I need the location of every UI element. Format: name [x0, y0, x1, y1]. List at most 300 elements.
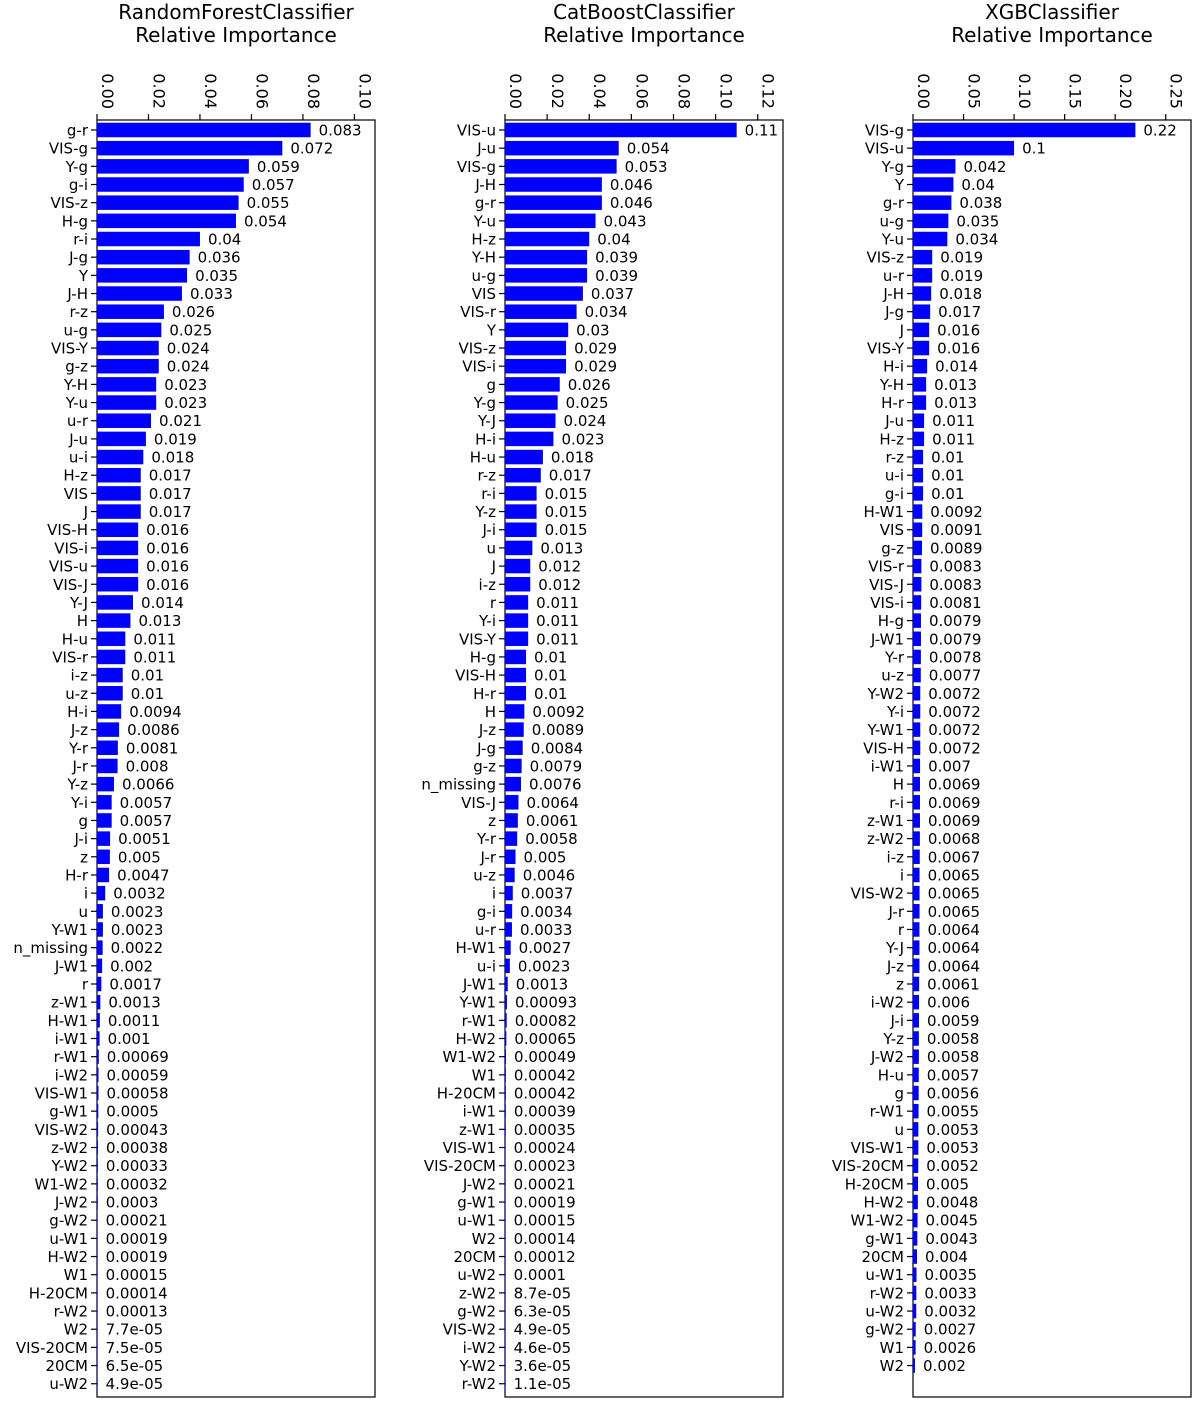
- xgb-bar: [913, 668, 921, 683]
- xgb-value-label: 0.04: [961, 176, 995, 195]
- xgb-value-label: 0.016: [937, 339, 981, 358]
- randomforest-value-label: 0.036: [197, 248, 241, 267]
- catboost-value-label: 0.03: [576, 321, 610, 340]
- randomforest-category-label: H-20CM: [28, 1284, 88, 1303]
- catboost-value-label: 0.024: [563, 412, 607, 431]
- randomforest-value-label: 0.072: [290, 139, 334, 158]
- catboost-value-label: 0.012: [538, 575, 582, 594]
- xgb-category-label: r: [897, 920, 904, 939]
- catboost-bar: [505, 977, 508, 992]
- xgb-category-label: H-r: [881, 394, 904, 413]
- catboost-bar: [505, 940, 511, 955]
- randomforest-category-label: z-W2: [50, 1139, 88, 1158]
- xgb-value-label: 0.007: [928, 757, 972, 776]
- randomforest-bar: [97, 886, 105, 901]
- xgb-category-label: VIS-H: [863, 739, 904, 758]
- randomforest-value-label: 0.0011: [107, 1011, 161, 1030]
- randomforest-bar: [97, 850, 110, 865]
- xgb-bar: [913, 559, 921, 574]
- randomforest-bar: [97, 595, 133, 610]
- randomforest-value-label: 0.00069: [106, 1048, 169, 1067]
- catboost-category-label: J-g: [477, 739, 496, 758]
- xgb-category-label: H-W2: [863, 1193, 904, 1212]
- catboost-category-label: n_missing: [421, 775, 496, 794]
- xgb-bar: [913, 195, 951, 210]
- randomforest-bar: [97, 795, 112, 810]
- xgb-value-label: 0.019: [940, 266, 984, 285]
- xgb-bar: [913, 268, 932, 283]
- catboost-category-label: Y-W2: [459, 1357, 496, 1376]
- randomforest-bar: [97, 1249, 98, 1264]
- xgb-value-label: 0.019: [940, 248, 984, 267]
- xgb-category-label: Y-J: [885, 939, 904, 958]
- randomforest-panel: [13, 0, 375, 1397]
- randomforest-bar: [97, 323, 161, 338]
- xgb-category-label: r-i: [889, 793, 904, 812]
- xgb-value-label: 0.016: [937, 321, 981, 340]
- catboost-value-label: 0.029: [574, 357, 618, 376]
- xgb-bar: [913, 522, 922, 537]
- xgb-category-label: J: [899, 321, 904, 340]
- xgb-value-label: 0.013: [934, 394, 978, 413]
- catboost-value-label: 0.0001: [513, 1266, 567, 1285]
- randomforest-value-label: 0.016: [146, 521, 190, 540]
- catboost-category-label: g-W1: [457, 1193, 496, 1212]
- randomforest-bar: [97, 123, 311, 138]
- catboost-value-label: 0.0084: [530, 739, 584, 758]
- randomforest-value-label: 0.04: [207, 230, 242, 249]
- catboost-bar: [505, 522, 537, 537]
- randomforest-value-label: 0.033: [189, 285, 233, 304]
- catboost-panel: [421, 0, 783, 1397]
- catboost-bar: [505, 922, 512, 937]
- randomforest-bar: [97, 377, 156, 392]
- catboost-category-label: W1: [471, 1066, 496, 1085]
- catboost-value-label: 0.011: [536, 593, 580, 612]
- xgb-value-label: 0.0065: [927, 902, 981, 921]
- xgb-value-label: 0.0065: [927, 884, 981, 903]
- catboost-bar: [505, 141, 619, 156]
- catboost-category-label: r: [489, 593, 496, 612]
- catboost-value-label: 0.026: [567, 375, 611, 394]
- catboost-bar: [505, 541, 532, 556]
- randomforest-value-label: 0.0057: [119, 793, 173, 812]
- xgb-value-label: 0.0064: [927, 920, 980, 939]
- xgb-category-label: VIS: [879, 521, 904, 540]
- randomforest-bar: [97, 1158, 98, 1173]
- xgb-category-label: Y-z: [883, 1030, 904, 1048]
- catboost-bar: [505, 1231, 506, 1246]
- catboost-category-label: VIS-z: [458, 339, 496, 358]
- randomforest-category-label: i-W2: [54, 1066, 88, 1085]
- xgb-x-tick-label: 0.05: [964, 73, 984, 109]
- catboost-x-tick-label: 0.06: [632, 73, 652, 109]
- randomforest-category-label: H-r: [65, 866, 88, 885]
- randomforest-bar: [97, 1322, 98, 1337]
- randomforest-category-label: r: [81, 975, 88, 994]
- xgb-category-label: VIS-W2: [850, 884, 904, 903]
- xgb-bar: [913, 1304, 916, 1319]
- randomforest-value-label: 0.017: [148, 484, 192, 503]
- xgb-bar: [913, 577, 921, 592]
- randomforest-value-label: 0.024: [166, 339, 210, 358]
- xgb-category-label: g-W2: [865, 1320, 904, 1339]
- randomforest-bar: [97, 468, 141, 483]
- randomforest-value-label: 0.035: [195, 266, 239, 285]
- randomforest-value-label: 0.0081: [125, 739, 179, 758]
- randomforest-value-label: 0.024: [166, 357, 210, 376]
- catboost-bar: [505, 1049, 506, 1064]
- randomforest-value-label: 0.026: [171, 303, 215, 322]
- randomforest-category-label: VIS-z: [50, 194, 88, 213]
- randomforest-category-label: u-g: [63, 321, 88, 340]
- xgb-value-label: 0.0064: [927, 957, 980, 976]
- catboost-x-tick-label: 0.12: [758, 73, 778, 109]
- xgb-value-label: 0.0035: [924, 1266, 978, 1285]
- catboost-bar: [505, 1068, 506, 1083]
- catboost-value-label: 0.011: [536, 630, 580, 649]
- randomforest-bar: [97, 959, 102, 974]
- xgb-value-label: 0.0065: [927, 866, 981, 885]
- randomforest-value-label: 4.9e-05: [105, 1375, 164, 1394]
- xgb-value-label: 0.011: [932, 430, 976, 449]
- randomforest-category-label: H-u: [61, 630, 88, 649]
- catboost-category-label: z-W2: [458, 1284, 496, 1303]
- catboost-bar: [505, 377, 560, 392]
- xgb-value-label: 0.0079: [928, 630, 982, 649]
- xgb-x-tick-label: 0.10: [1015, 73, 1035, 110]
- catboost-category-label: u-g: [471, 266, 496, 285]
- catboost-category-label: J-W2: [462, 1175, 496, 1194]
- catboost-bar: [505, 1267, 506, 1282]
- xgb-value-label: 0.034: [955, 230, 999, 249]
- xgb-bar: [913, 377, 926, 392]
- catboost-category-label: H-20CM: [436, 1084, 496, 1103]
- catboost-value-label: 0.046: [609, 176, 653, 195]
- randomforest-category-label: J-W1: [54, 957, 88, 976]
- randomforest-bar: [97, 759, 118, 774]
- randomforest-value-label: 0.0057: [119, 811, 173, 830]
- catboost-value-label: 0.043: [603, 212, 647, 231]
- catboost-bar: [505, 1249, 506, 1264]
- randomforest-bar: [97, 868, 109, 883]
- catboost-category-label: J-W1: [462, 975, 496, 994]
- xgb-bar: [913, 850, 920, 865]
- catboost-category-label: Y-H: [471, 248, 496, 267]
- randomforest-bar: [97, 777, 114, 792]
- catboost-value-label: 0.012: [538, 557, 582, 576]
- catboost-category-label: VIS-20CM: [423, 1157, 496, 1176]
- catboost-category-label: r-W1: [461, 1011, 496, 1030]
- catboost-bar: [505, 668, 526, 683]
- catboost-bar: [505, 613, 528, 628]
- xgb-value-label: 0.0027: [923, 1320, 977, 1339]
- catboost-bar: [505, 650, 526, 665]
- randomforest-value-label: 0.0051: [118, 830, 171, 849]
- catboost-value-label: 3.6e-05: [513, 1357, 572, 1376]
- randomforest-category-label: r-i: [73, 230, 88, 249]
- xgb-category-label: J-W2: [870, 1048, 904, 1067]
- catboost-bar: [505, 195, 602, 210]
- catboost-category-label: r-W2: [461, 1375, 496, 1394]
- randomforest-category-label: i-W1: [54, 1030, 88, 1048]
- catboost-bar: [505, 359, 566, 374]
- catboost-bar: [505, 232, 589, 247]
- xgb-value-label: 0.0083: [929, 557, 982, 576]
- xgb-bar: [913, 1249, 917, 1264]
- xgb-category-label: J-z: [886, 957, 904, 976]
- catboost-value-label: 0.00012: [513, 1248, 576, 1267]
- randomforest-bar: [97, 232, 200, 247]
- randomforest-category-label: J-z: [70, 721, 88, 740]
- catboost-bar: [505, 904, 512, 919]
- randomforest-bar: [97, 486, 141, 501]
- randomforest-bar: [97, 214, 236, 229]
- xgb-bar: [913, 1340, 916, 1355]
- catboost-category-label: r-i: [481, 484, 496, 503]
- xgb-bar: [913, 1286, 916, 1301]
- xgb-value-label: 0.0072: [928, 702, 981, 721]
- randomforest-bar: [97, 1122, 98, 1137]
- randomforest-category-label: r-z: [69, 303, 88, 322]
- xgb-category-label: Y-g: [881, 157, 904, 176]
- randomforest-value-label: 0.001: [107, 1030, 151, 1048]
- xgb-bar: [913, 468, 923, 483]
- catboost-value-label: 0.005: [523, 848, 567, 867]
- catboost-bar: [505, 868, 515, 883]
- randomforest-category-label: VIS-g: [48, 139, 88, 158]
- catboost-category-label: W1-W2: [442, 1048, 496, 1067]
- xgb-value-label: 0.014: [935, 357, 979, 376]
- xgb-bar: [913, 504, 922, 519]
- randomforest-value-label: 0.01: [130, 684, 165, 703]
- xgb-x-tick-label: 0.25: [1166, 73, 1186, 109]
- catboost-category-label: H: [484, 702, 496, 721]
- catboost-bar: [505, 777, 521, 792]
- catboost-bar: [505, 286, 583, 301]
- catboost-category-label: r-z: [477, 466, 496, 485]
- randomforest-title: RandomForestClassifier Relative Importance: [118, 0, 354, 47]
- xgb-value-label: 0.22: [1143, 121, 1177, 140]
- catboost-value-label: 0.0061: [525, 811, 579, 830]
- catboost-value-label: 0.00021: [513, 1175, 576, 1194]
- catboost-category-label: Y-W1: [459, 993, 496, 1012]
- randomforest-category-label: VIS-20CM: [15, 1338, 88, 1357]
- catboost-category-label: VIS-g: [456, 157, 496, 176]
- xgb-value-label: 0.0078: [928, 648, 982, 667]
- xgb-category-label: J-i: [890, 1011, 904, 1030]
- catboost-bar: [505, 995, 507, 1010]
- xgb-value-label: 0.0058: [926, 1048, 980, 1067]
- catboost-value-label: 0.039: [595, 266, 639, 285]
- randomforest-category-label: VIS-u: [48, 557, 88, 576]
- xgb-bar: [913, 1049, 919, 1064]
- catboost-bar: [505, 1177, 506, 1192]
- randomforest-value-label: 0.021: [159, 412, 203, 431]
- randomforest-category-label: J-r: [72, 757, 88, 776]
- xgb-bar: [913, 1122, 918, 1137]
- catboost-bar: [505, 1322, 506, 1337]
- catboost-value-label: 0.00049: [514, 1048, 577, 1067]
- randomforest-bar: [97, 1358, 98, 1373]
- xgb-bar: [913, 741, 920, 756]
- randomforest-value-label: 0.011: [133, 648, 177, 667]
- catboost-value-label: 0.0092: [532, 702, 585, 721]
- xgb-x-tick-label: 0.15: [1065, 73, 1085, 109]
- randomforest-value-label: 0.0094: [129, 702, 182, 721]
- xgb-category-label: J-W1: [870, 630, 904, 649]
- catboost-value-label: 0.018: [550, 448, 594, 467]
- xgb-x-tick-label: 0.20: [1116, 73, 1136, 109]
- catboost-bar: [505, 1086, 506, 1101]
- xgb-category-label: i-W2: [870, 993, 904, 1012]
- catboost-value-label: 4.9e-05: [513, 1320, 572, 1339]
- randomforest-value-label: 0.0013: [108, 993, 161, 1012]
- catboost-value-label: 0.015: [544, 484, 588, 503]
- randomforest-category-label: H-z: [63, 466, 88, 485]
- xgb-bar: [913, 232, 947, 247]
- catboost-bar: [505, 959, 510, 974]
- xgb-category-label: W1-W2: [850, 1211, 904, 1230]
- catboost-category-label: u: [486, 539, 496, 558]
- xgb-value-label: 0.0032: [924, 1302, 977, 1321]
- xgb-category-label: H: [892, 775, 904, 794]
- xgb-category-label: VIS-u: [864, 139, 904, 158]
- randomforest-bar: [97, 813, 112, 828]
- catboost-value-label: 0.039: [595, 248, 639, 267]
- xgb-category-label: 20CM: [861, 1248, 904, 1267]
- catboost-category-label: u-W2: [457, 1266, 496, 1285]
- randomforest-category-label: J: [83, 503, 88, 522]
- randomforest-bar: [97, 686, 123, 701]
- xgb-value-label: 0.0069: [927, 775, 981, 794]
- xgb-category-label: u: [894, 1120, 904, 1139]
- catboost-category-label: H-W2: [455, 1030, 496, 1048]
- catboost-category-label: g: [486, 375, 496, 394]
- randomforest-category-label: H-i: [67, 702, 88, 721]
- catboost-value-label: 0.0027: [518, 939, 572, 958]
- xgb-bar: [913, 722, 920, 737]
- xgb-bar: [913, 1086, 919, 1101]
- xgb-category-label: VIS-W1: [850, 1139, 904, 1158]
- catboost-bar: [505, 177, 602, 192]
- randomforest-category-label: VIS-W2: [34, 1120, 88, 1139]
- xgb-category-label: u-W2: [865, 1302, 904, 1321]
- catboost-category-label: u-W1: [457, 1211, 496, 1230]
- xgb-value-label: 0.0048: [925, 1193, 979, 1212]
- catboost-bar: [505, 813, 518, 828]
- catboost-category-label: VIS-W1: [442, 1139, 496, 1158]
- xgb-category-label: Y-i: [887, 702, 904, 721]
- randomforest-bar: [97, 1340, 98, 1355]
- randomforest-bar: [97, 432, 146, 447]
- catboost-bar: [505, 395, 558, 410]
- xgb-category-label: VIS-20CM: [831, 1157, 904, 1176]
- catboost-category-label: Y-i: [479, 612, 496, 631]
- catboost-category-label: VIS-u: [456, 121, 496, 140]
- xgb-bar: [913, 595, 921, 610]
- xgb-value-label: 0.0079: [928, 612, 982, 631]
- randomforest-value-label: 0.0086: [127, 721, 180, 740]
- randomforest-category-label: Y-W2: [51, 1157, 88, 1176]
- randomforest-category-label: VIS-i: [54, 539, 88, 558]
- catboost-bar: [505, 632, 528, 647]
- catboost-category-label: VIS-i: [462, 357, 496, 376]
- randomforest-value-label: 0.011: [133, 630, 177, 649]
- xgb-category-label: VIS-J: [869, 575, 904, 594]
- xgb-category-label: i: [899, 866, 904, 885]
- randomforest-bar: [97, 741, 118, 756]
- randomforest-category-label: Y-J: [69, 593, 88, 612]
- catboost-category-label: i: [491, 884, 496, 903]
- catboost-bar: [505, 886, 513, 901]
- randomforest-category-label: J-i: [74, 830, 88, 849]
- xgb-bar: [913, 1177, 918, 1192]
- catboost-category-label: i-W2: [462, 1338, 496, 1357]
- randomforest-bar: [97, 722, 119, 737]
- xgb-category-label: VIS-z: [866, 248, 904, 267]
- xgb-category-label: J-H: [883, 285, 904, 304]
- catboost-value-label: 0.00082: [514, 1011, 577, 1030]
- catboost-category-label: Y: [486, 321, 496, 340]
- xgb-x-tick-label: 0.00: [914, 73, 933, 109]
- catboost-value-label: 0.0064: [526, 793, 579, 812]
- xgb-bar: [913, 323, 929, 338]
- xgb-bar: [913, 159, 955, 174]
- xgb-value-label: 0.0081: [929, 593, 982, 612]
- randomforest-bar: [97, 195, 239, 210]
- randomforest-value-label: 6.5e-05: [105, 1357, 164, 1376]
- xgb-bar: [913, 1158, 918, 1173]
- xgb-value-label: 0.0045: [925, 1211, 979, 1230]
- xgb-value-label: 0.0072: [928, 721, 981, 740]
- xgb-category-label: g-i: [884, 484, 904, 503]
- xgb-category-label: z: [896, 975, 904, 994]
- xgb-bar: [913, 777, 920, 792]
- randomforest-value-label: 0.0017: [109, 975, 162, 994]
- randomforest-value-label: 0.016: [146, 575, 190, 594]
- xgb-value-label: 0.0057: [926, 1066, 980, 1085]
- catboost-bar: [505, 450, 543, 465]
- randomforest-value-label: 0.057: [251, 176, 295, 195]
- randomforest-category-label: VIS-r: [52, 648, 88, 667]
- catboost-category-label: u-i: [476, 957, 496, 976]
- randomforest-value-label: 7.5e-05: [105, 1338, 164, 1357]
- catboost-bar: [505, 1304, 506, 1319]
- catboost-value-label: 0.029: [574, 339, 618, 358]
- randomforest-bar: [97, 704, 121, 719]
- randomforest-bar: [97, 304, 164, 319]
- xgb-category-label: J-g: [885, 303, 904, 322]
- catboost-value-label: 0.0089: [531, 721, 585, 740]
- catboost-value-label: 0.00065: [514, 1030, 577, 1048]
- randomforest-category-label: u-W2: [49, 1375, 88, 1394]
- randomforest-bar: [97, 977, 101, 992]
- randomforest-category-label: 20CM: [45, 1357, 88, 1376]
- randomforest-bar: [97, 395, 156, 410]
- catboost-value-label: 0.00042: [513, 1066, 576, 1085]
- xgb-value-label: 0.005: [926, 1175, 970, 1194]
- randomforest-x-tick-label: 0.04: [200, 73, 220, 109]
- xgb-value-label: 0.006: [927, 993, 971, 1012]
- randomforest-category-label: VIS-W1: [34, 1084, 88, 1103]
- randomforest-bar: [97, 1049, 99, 1064]
- xgb-bar: [913, 141, 1014, 156]
- randomforest-bar: [97, 1267, 98, 1282]
- randomforest-bar: [97, 1213, 98, 1228]
- xgb-category-label: r-W2: [869, 1284, 904, 1303]
- xgb-value-label: 0.0091: [930, 521, 983, 540]
